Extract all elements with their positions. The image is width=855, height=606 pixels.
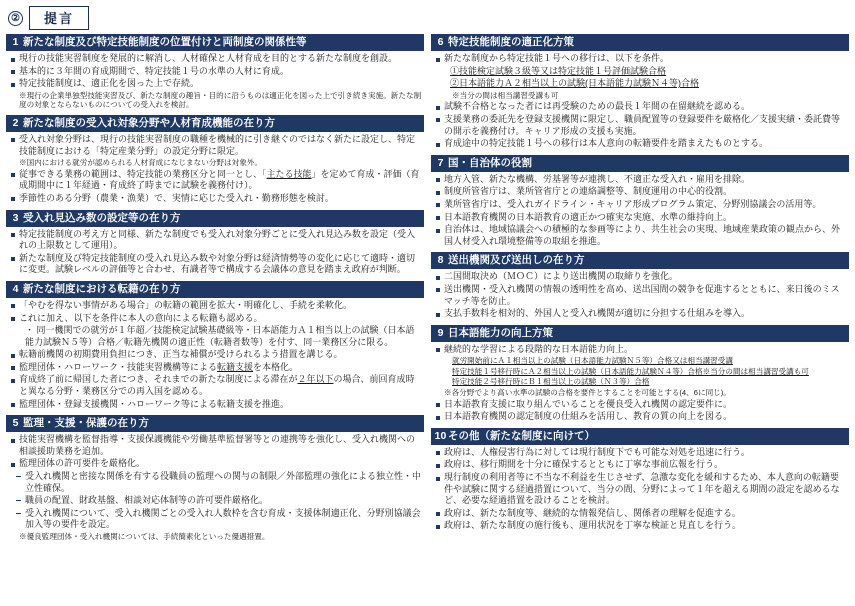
bullet-item <box>434 138 847 150</box>
section-body <box>431 51 849 153</box>
item-text: 送出機関・受入れ機関の情報の透明性を高め、送出国間の競争を促進するとともに、来日後のミスマッチ等を防止。 <box>444 283 840 306</box>
item-text: ※当分の間は相当講習受講も可 <box>452 90 559 100</box>
section-5 <box>6 415 424 544</box>
section-body <box>6 51 424 113</box>
two-column-layout <box>6 34 849 606</box>
section-number: 1 <box>12 36 19 48</box>
bullet-item <box>9 313 422 325</box>
bullet-item <box>434 411 847 423</box>
item-text: 二国間取決め（ＭＯＣ）により送出機関の取締りを強化。 <box>444 271 679 282</box>
section-8 <box>431 252 849 322</box>
section-number: 7 <box>437 156 444 169</box>
item-text: 職員の配置、財政基盤、相談対応体制等の許可要件厳格化。 <box>25 495 269 506</box>
section-body <box>6 227 424 279</box>
bullet-item <box>434 308 847 320</box>
section-title: 送出機関及び送出しの在り方 <box>448 254 585 267</box>
section-title: 新たな制度の受入れ対象分野や人材育成機能の在り方 <box>23 116 275 129</box>
item-text: 継続的な学習による段階的な日本語能力向上。 <box>444 343 634 354</box>
item-text: これに加え、以下を条件に本人の意向による転籍も認める。 <box>19 312 263 323</box>
dash-item <box>15 508 422 531</box>
item-text: 新たな制度及び特定技能制度の受入れ見込み数や対象分野は経済情勢等の変化に応じて適時・適切に変更。試験レベルの評価等と合わせ、有識者等で構成する会議体の意見を踏まえ政府が判断。 <box>19 252 416 275</box>
section-header <box>6 415 424 432</box>
section-body <box>431 172 849 251</box>
item-text: 政府は、人権侵害行為に対しては現行制度下でも可能な対処を迅速に行う。 <box>444 446 751 457</box>
item-text: 日本語教育機関の認定制度の仕組みを活用し、教育の質の向上を図る。 <box>444 411 733 422</box>
item-text: ※現行の企業単独型技能実習及び、新たな制度の趣旨・目的に沿うものは適正化を図った上で引き続き実施。新たな制度の対象とならないものについての受入れを検討。 <box>19 90 422 110</box>
bullet-item <box>434 212 847 224</box>
item-text: 政府は、新たな制度の施行後も、運用状況を丁寧な検証と見直しを行う。 <box>444 520 742 531</box>
section-title: 監理・支援・保護の在り方 <box>23 417 149 430</box>
item-text: 特定技能制度は、適正化を図った上で存続。 <box>19 78 200 89</box>
section-10 <box>431 428 849 535</box>
item-text: 業所管省庁は、受入れガイドライン・キャリア形成プログラム策定、分野別協議会の活用等。 <box>444 198 822 209</box>
section-number: 10 <box>434 429 447 442</box>
sub-item-small <box>442 367 847 377</box>
bullet-item <box>9 399 422 411</box>
section-header <box>6 210 424 227</box>
left-column <box>6 34 424 606</box>
bullet-item <box>9 300 422 312</box>
item-text: 新たな制度から特定技能１号への移行は、以下を条件。 <box>444 53 670 63</box>
page-title: 提言 <box>29 6 89 30</box>
section-header <box>431 34 849 51</box>
footnote-text <box>434 388 847 398</box>
dash-item <box>15 495 422 507</box>
item-text: 現行の技能実習制度を発展的に解消し、人材確保と人材育成を目的とする新たな制度を創設。 <box>19 53 398 63</box>
dash-marker <box>16 513 21 514</box>
bullet-item <box>434 520 847 532</box>
section-header <box>6 34 424 51</box>
item-text: 政府は、新たな制度等、継続的な情報発信し、関係者の理解を促進する。 <box>444 507 742 518</box>
section-title: 国・自治体の役割 <box>448 156 532 169</box>
bullet-list <box>9 300 422 410</box>
bullet-item <box>9 458 422 470</box>
bullet-item <box>434 186 847 198</box>
bullet-list <box>9 134 422 205</box>
section-body <box>6 298 424 413</box>
bullet-item <box>434 447 847 459</box>
item-text: 試験不合格となった者には再受験のための最長１年間の在留継続を認める。 <box>444 101 751 112</box>
right-column <box>431 34 849 606</box>
footnote-text <box>9 158 422 168</box>
section-9 <box>431 325 849 426</box>
sub-item-small <box>442 356 847 366</box>
bullet-item <box>9 169 422 192</box>
bullet-item <box>9 434 422 457</box>
item-text: 支払手数料を相対的、外国人と受入れ機関が適切に分担する仕組みを導入。 <box>444 308 751 319</box>
item-text: 受入れ機関について、受入れ機関ごとの受入れ人数枠を含む育成・支援体制適正化、分野別協議会加入等の要件を設定。 <box>25 507 421 530</box>
bullet-item <box>434 399 847 411</box>
item-text: 日本語教育機関の日本語教育の適正かつ確実な実施、水準の維持向上。 <box>444 211 733 222</box>
item-text: 現行制度の利用者等に不当な不利益を生じさせず、急激な変化を緩和するため、本人意向の転籍要件や試験に関する経過措置について、当分の間、分野によって１年を超える期間の設定を認めるなど、必要な経過措置を設けることを検討。 <box>444 472 840 506</box>
section-body <box>431 269 849 322</box>
item-text: 監理団体の許可要件を厳格化。 <box>19 458 146 469</box>
dash-marker <box>16 500 21 501</box>
bullet-item <box>434 114 847 137</box>
section-header <box>431 155 849 172</box>
item-text: 特定技能制度の考え方と同様、新たな制度でも受入れ対象分野ごとに受入れ見込み数を設定（受入れの上限数として運用）。 <box>19 228 416 251</box>
item-text: 地方入管、新たな機構、労基署等が連携し、不適正な受入れ・雇用を排除。 <box>444 173 751 184</box>
bullet-item <box>434 53 847 65</box>
bullet-item <box>434 174 847 186</box>
bullet-item <box>9 349 422 361</box>
item-text: 監理団体・ハローワーク・技能実習機構等による転籍支援を本格化。 <box>19 361 299 372</box>
section-number: 6 <box>437 36 444 48</box>
item-text: 制度所管省庁は、業所管省庁との連絡調整等、制度運用の中心的役割。 <box>444 186 733 197</box>
item-text: 受入れ対象分野は、現行の技能実習制度の職種を機械的に引き継ぐのではなく新たに設定し、特定技能制度における「特定産業分野」の設定分野に限定。 <box>19 133 416 156</box>
section-header <box>431 428 849 445</box>
bullet-list <box>9 53 422 110</box>
bullet-list <box>434 174 847 248</box>
bullet-item <box>434 271 847 283</box>
footnote-text <box>442 91 847 101</box>
item-text: 政府は、移行期間を十分に確保するとともに丁寧な事前広報を行う。 <box>444 459 724 470</box>
item-text: 日本語教育支援に取り組んでいることを優良受入れ機関の認定要件に。 <box>444 398 733 409</box>
section-header <box>6 281 424 298</box>
sub-item-small <box>442 377 847 387</box>
bullet-item <box>434 472 847 507</box>
section-number: 8 <box>437 254 444 267</box>
sub-item <box>15 325 422 348</box>
bullet-item <box>9 66 422 78</box>
section-title: その他（新たな制度に向けて） <box>448 429 595 442</box>
item-text: 特定技能２号移行時にＢ１相当以上の試験（Ｎ３等）合格 <box>452 377 650 387</box>
item-text: 特定技能１号移行時にＡ２相当以上の試験（日本語能力試験Ｎ４等）合格※当分の間は相当講習受講も可 <box>452 366 809 376</box>
section-body <box>6 432 424 544</box>
bullet-list <box>434 53 847 150</box>
item-text: ②日本語能力Ａ２相当以上の試験(日本語能力試験Ｎ４等)合格 <box>450 78 699 89</box>
item-text: 技能実習機構を監督指導・支援保護機能や労働基準監督署等との連携等を強化し、受入れ機関への相談援助業務を追加。 <box>19 434 416 456</box>
bullet-item <box>9 78 422 90</box>
item-text: 支援業務の委託先を登録支援機関に限定し、職員配置等の登録要件を厳格化／支援実績・委託費等の開示を義務付け。キャリア形成の支援も実施。 <box>444 113 841 136</box>
bullet-item <box>434 199 847 211</box>
item-text: 「やむを得ない事情がある場合」の転籍の範囲を拡大・明確化し、手続を柔軟化。 <box>19 299 353 310</box>
sub-item-underlined <box>440 66 847 78</box>
section-title: 日本語能力の向上方策 <box>448 326 553 339</box>
item-text: 育成終了前に帰国した者につき、それまでの新たな制度による滞在が２年以下の場合、前回育成時と異なる分野・業務区分での再入国を認める。 <box>19 374 415 397</box>
item-text: 監理団体・登録支援機関・ハローワーク等による転籍支援を推進。 <box>19 398 290 409</box>
bullet-list <box>9 434 422 541</box>
footnote-text <box>9 91 422 110</box>
bullet-item <box>434 284 847 307</box>
section-number: 3 <box>12 211 19 224</box>
dash-marker <box>16 476 21 477</box>
section-1 <box>6 34 424 113</box>
section-body <box>431 342 849 426</box>
section-number: 4 <box>12 282 19 295</box>
section-header <box>431 252 849 269</box>
item-text: 受入れ機関と密接な関係を有する役職員の監理への関与の制限／外部監理の強化による独立性・中立性確保。 <box>25 471 422 493</box>
bullet-item <box>9 253 422 276</box>
bullet-item <box>9 374 422 397</box>
section-number: 9 <box>437 326 444 339</box>
section-6 <box>431 34 849 153</box>
bullet-list <box>434 447 847 532</box>
bullet-list <box>9 229 422 276</box>
item-text: 自治体は、地域協議会への積極的な参画等により、共生社会の実現、地域産業政策の観点から、外国人材受入れ環境整備等の取組を推進。 <box>444 224 841 246</box>
item-text: ・ 同一機関での就労が１年超／技能検定試験基礎級等・日本語能力Ａ１相当以上の試験（日本語能力試験Ｎ５等）合格／転籍先機関の適正性（転籍者数等）を付す、同一業務区分に限る。 <box>25 325 415 347</box>
section-title: 特定技能制度の適正化方策 <box>448 36 574 48</box>
bullet-item <box>434 344 847 356</box>
section-7 <box>431 155 849 251</box>
section-title: 受入れ見込み数の設定等の在り方 <box>23 211 181 224</box>
section-header <box>431 325 849 342</box>
bullet-item <box>434 101 847 113</box>
bullet-item <box>434 224 847 247</box>
section-header <box>6 115 424 132</box>
section-number: 2 <box>12 116 19 129</box>
document-header <box>8 6 849 30</box>
section-4 <box>6 281 424 413</box>
section-body <box>6 132 424 208</box>
item-text: 就労開始前にＡ１相当以上の試験（日本語能力試験Ｎ５等）合格又は相当講習受講 <box>452 356 733 366</box>
section-title: 新たな制度における転籍の在り方 <box>23 282 181 295</box>
bullet-item <box>9 229 422 252</box>
section-3 <box>6 210 424 279</box>
section-body <box>431 445 849 535</box>
item-text: ①技能検定試験３級等又は特定技能１号評価試験合格 <box>450 65 667 76</box>
bullet-item <box>9 134 422 157</box>
bullet-list <box>434 344 847 423</box>
section-title: 新たな制度及び特定技能制度の位置付けと両制度の関係性等 <box>23 36 307 48</box>
item-text: ※優良監理団体・受入れ機関については、手続簡素化といった優遇措置。 <box>19 532 270 541</box>
item-text: ※各分野でより高い水準の試験の合格を要件とすることを可能とする(4、6に同じ)。 <box>444 388 731 398</box>
item-text: 転籍前機関の初期費用負担につき、正当な補償が受けられるよう措置を講じる。 <box>19 349 343 360</box>
item-text: 季節性のある分野（農業・漁業）で、実情に応じた受入れ・勤務形態を検討。 <box>19 192 334 203</box>
bullet-item <box>434 459 847 471</box>
footnote-text <box>9 532 422 542</box>
item-text: ※国内における就労が認められる人材育成になじまない分野は対象外。 <box>19 158 262 168</box>
item-text: 基本的に３年間の育成期間で、特定技能１号の水準の人材に育成。 <box>19 65 289 76</box>
bullet-item <box>434 508 847 520</box>
bullet-item <box>9 193 422 205</box>
section-2 <box>6 115 424 208</box>
bullet-item <box>9 362 422 374</box>
bullet-item <box>9 53 422 65</box>
bullet-list <box>434 271 847 319</box>
item-text: 育成途中の特定技能１号への移行は本人意向の転籍要件を踏まえたものとする。 <box>444 138 769 149</box>
sub-item-underlined <box>440 78 847 90</box>
item-text: 従事できる業務の範囲は、特定技能の業務区分と同一とし、「主たる技能」を定めて育成・評価（育成期間中に１年経過・育成終了時までに試験を義務付け）。 <box>19 168 420 191</box>
section-number: 5 <box>12 417 19 430</box>
header-circle-number: ② <box>8 11 23 26</box>
dash-item <box>15 471 422 494</box>
